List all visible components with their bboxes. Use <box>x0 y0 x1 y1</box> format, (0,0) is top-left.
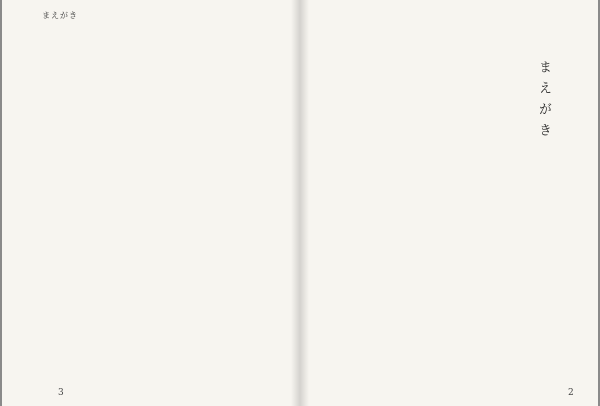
book-gutter <box>291 0 309 406</box>
book-spread <box>2 0 598 406</box>
right-page-body-text <box>328 52 524 352</box>
left-page-body-text <box>42 52 278 352</box>
right-page <box>300 0 598 406</box>
left-page <box>2 0 300 406</box>
running-head: まえがき <box>42 11 78 20</box>
right-page-number: 2 <box>568 388 574 398</box>
chapter-title: まえがき <box>536 60 551 144</box>
left-page-number: 3 <box>58 388 64 398</box>
